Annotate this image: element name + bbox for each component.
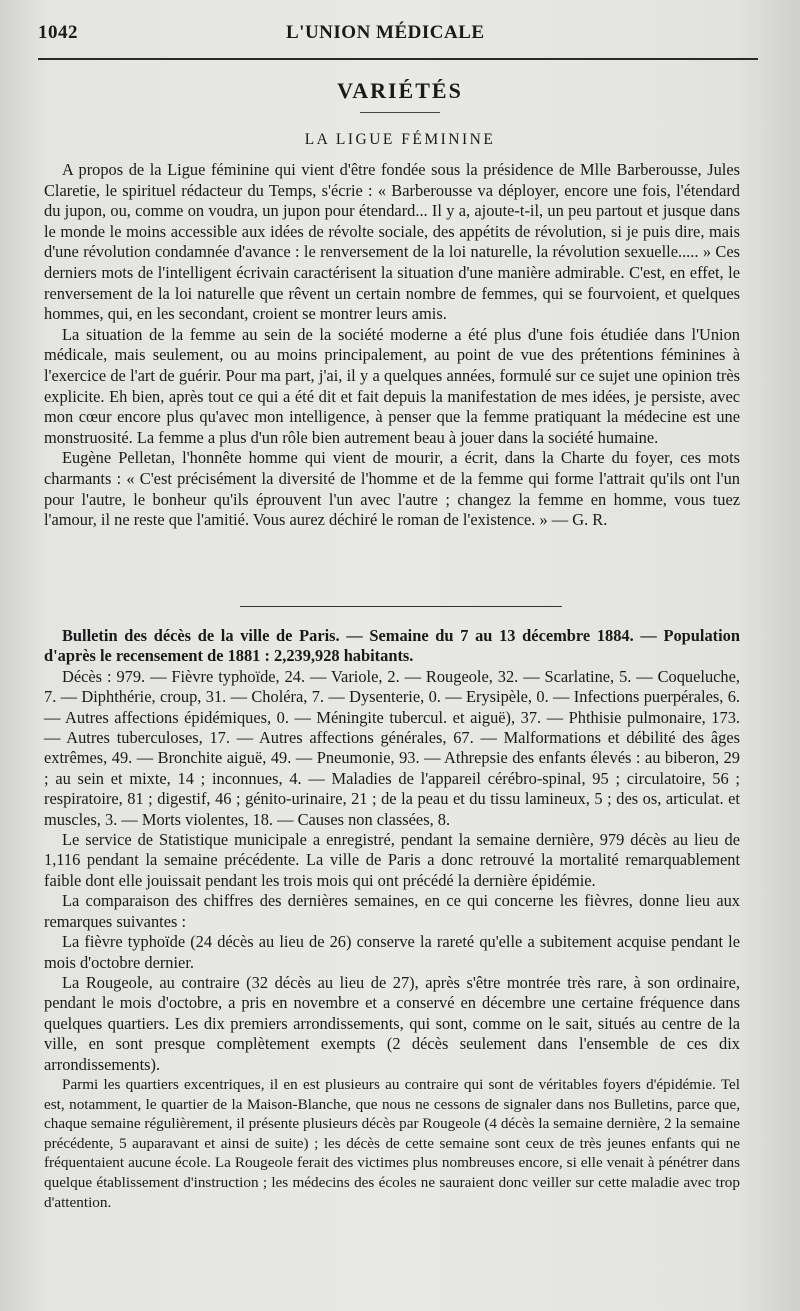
running-head — [38, 22, 756, 50]
bulletin-paragraph: Le service de Statistique municipale a enregistré, pendant la semaine dernière, 979 décès au lieu de 1,116 pendant la semaine précédente. La ville de Paris a donc retrouvé la mortalité remarquablement faible dont elle jouissait pendant les trois mois qui ont précédé la dernière épidémie. — [44, 830, 740, 890]
section-rule — [360, 112, 440, 113]
section-title: VARIÉTÉS — [337, 78, 463, 103]
section-divider — [240, 606, 562, 607]
bulletin-paragraph: La Rougeole, au contraire (32 décès au lieu de 27), après s'être montrée très rare, à son ordinaire, pendant le mois d'octobre, a pris en novembre et a conservé en décembre une certaine fréquence dans quelques quartiers. Les dix premiers arrondissements, qui sont, comme on le sait, situés au centre de la ville, en sont presque complètement exempts (2 décès seulement dans l'ensemble de ces dix arrondissements). — [44, 972, 740, 1074]
journal-title: L'UNION MÉDICALE — [286, 22, 485, 43]
bulletin-heading: Bulletin des décès de la ville de Paris. — Semaine du 7 au 13 décembre 1884. — Population d'après le recensement de 1881 : 2,239,928 habitants. — [44, 626, 740, 666]
article-paragraph: Eugène Pelletan, l'honnête homme qui vient de mourir, a écrit, dans la Charte du foyer, ces mots charmants : « C'est précisément la diversité de l'homme et de la femme qui forme l'attrait qu'ils ont l'un pour l'autre, le bonheur qu'ils éprouvent l'un avec l'autre ; changez la femme en homme, vous tuez l'amour, il ne reste que l'amitié. Vous aurez déchiré le roman de l'existence. » — G. R. — [44, 448, 740, 530]
header-rule — [38, 58, 758, 60]
article-title: LA LIGUE FÉMININE — [304, 131, 496, 148]
article-paragraph: La situation de la femme au sein de la société moderne a été plus d'une fois étudiée dans l'Union médicale, mais seulement, ou au moins principalement, au point de vue des prétentions féminines à l'exercice de l'art de guérir. Pour ma part, j'ai, il y a quelques années, formulé sur ce sujet une opinion très explicite. Eh bien, après tout ce qui a été dit et fait depuis la manifestation de mes idées, je persiste, avec mon cœur encore plus qu'avec mon intelligence, à penser que la femme pratiquant la médecine est une monstruosité. La femme a plus d'un rôle bien autrement beau à jouer dans la société humaine. — [44, 324, 740, 447]
bulletin-paragraph: Décès : 979. — Fièvre typhoïde, 24. — Variole, 2. — Rougeole, 32. — Scarlatine, 5. — Coqueluche, 7. — Diphthérie, croup, 31. — Choléra, 7. — Dysenterie, 0. — Erysipèle, 0. — Infections puerpérales, 6. — Autres affections épidémiques, 0. — Méningite tubercul. et aiguë), 37. — Phthisie pulmonaire, 173. — Autres tuberculoses, 17. — Autres affections générales, 67. — Malformations et débilité des âges extrêmes, 49. — Bronchite aiguë, 49. — Pneumonie, 93. — Athrepsie des enfants élevés : au biberon, 29 ; au sein et mixte, 14 ; inconnues, 4. — Maladies de l'appareil cérébro-spinal, 95 ; circulatoire, 56 ; respiratoire, 81 ; digestif, 46 ; génito-urinaire, 21 ; de la peau et du tissu lamineux, 5 ; des os, articulat. et muscles, 3. — Morts violentes, 18. — Causes non classées, 8. — [44, 666, 740, 829]
page-number: 1042 — [38, 22, 78, 43]
bulletin-paragraph: La fièvre typhoïde (24 décès au lieu de 26) conserve la rareté qu'elle a subitement acquise pendant le mois d'octobre dernier. — [44, 932, 740, 972]
article-body — [44, 160, 740, 531]
article-paragraph: A propos de la Ligue féminine qui vient d'être fondée sous la présidence de Mlle Barberousse, Jules Claretie, le spirituel rédacteur du Temps, s'écrie : « Barberousse va déployer, encore une fois, l'étendard du jupon, ou, comme on voudra, un jupon pour étendard... Il y a, ajoute-t-il, un peu partout et jusque dans le monde le moins accessible aux idées de révolte sociale, des appétits de révolution, si je puis dire, mais d'une révolution condamnée d'avance : le renversement de la loi naturelle, la révolution sexuelle..... » Ces derniers mots de l'intelligent écrivain caractérisent la situation d'une manière admirable. C'est, en effet, le renversement de la loi naturelle que rêvent un certain nombre de femmes, qui se fourvoient, et quelques hommes, qui, en les secondant, croient se montrer leurs amis. — [44, 160, 740, 324]
bulletin-paragraph: Parmi les quartiers excentriques, il en est plusieurs au contraire qui sont de véritables foyers d'épidémie. Tel est, notamment, le quartier de la Maison-Blanche, que nous ne cessons de signaler dans nos Bulletins, parce que, chaque semaine régulièrement, il présente plusieurs décès par Rougeole (4 décès la semaine dernière, 2 la semaine précédente, 5 auparavant et ainsi de suite) ; les décès de cette semaine sont ceux de très jeunes enfants qui ne fréquentaient aucune école. La Rougeole ferait des victimes plus nombreuses encore, si elle venait à pénétrer dans quelque établissement d'instruction ; les médecins des écoles ne sauraient donc veiller sur cette maladie avec trop d'attention. — [44, 1075, 740, 1211]
bulletin-body — [44, 626, 740, 1212]
bulletin-paragraph: La comparaison des chiffres des dernières semaines, en ce qui concerne les fièvres, donne lieu aux remarques suivantes : — [44, 891, 740, 931]
